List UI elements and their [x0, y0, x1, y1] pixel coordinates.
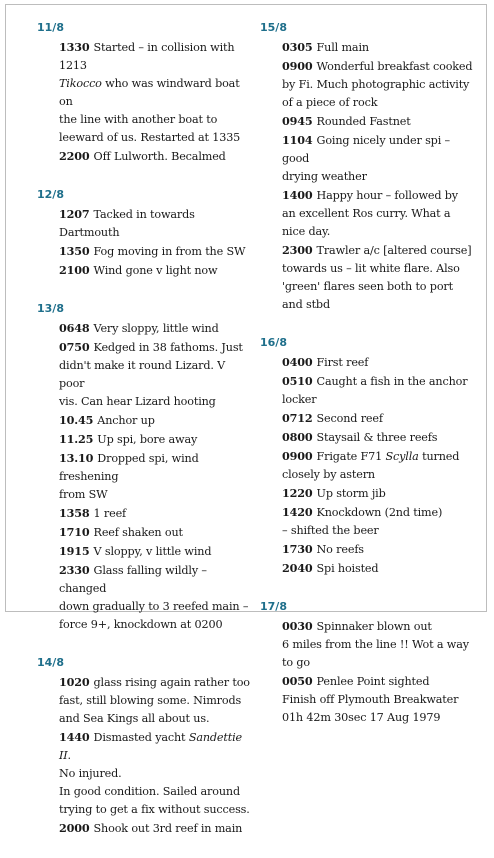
entry-line: Very sloppy, little wind — [93, 322, 219, 335]
right-column — [260, 19, 476, 747]
entry-line: closely by astern — [282, 468, 375, 481]
day-heading: 17/8 — [260, 600, 287, 613]
entry-time: 0305 — [282, 40, 313, 54]
log-entry — [260, 540, 476, 559]
entry-line: Reef shaken out — [93, 526, 183, 539]
entry-line: Fog moving in from the SW — [93, 245, 246, 258]
entry-time: 0900 — [282, 449, 313, 463]
entry-line: Caught a fish in the anchor — [316, 375, 468, 388]
entry-line: Knockdown (2nd time) — [316, 506, 443, 519]
entry-line: 01h 42m 30sec 17 Aug 1979 — [282, 711, 441, 724]
entry-time: 2040 — [282, 561, 313, 575]
log-entry — [37, 411, 252, 430]
entry-line: Spi hoisted — [316, 562, 379, 575]
entry-line: V sloppy, v little wind — [93, 545, 212, 558]
entry-time: 11.25 — [59, 432, 94, 446]
log-entry — [37, 504, 252, 523]
entry-line: Up spi, bore away — [97, 433, 198, 446]
entry-line: Second reef — [316, 412, 383, 425]
entry-line: vis. Can hear Lizard hooting — [59, 395, 216, 408]
entry-time: 1358 — [59, 506, 90, 520]
entry-line: Up storm jib — [316, 487, 386, 500]
log-entry — [260, 617, 476, 672]
entry-time: 1440 — [59, 730, 90, 744]
entry-line: Happy hour – followed by — [316, 189, 458, 202]
vessel-name: Sandettie II — [59, 731, 242, 762]
entry-line: Dismasted yacht Sandettie II. — [59, 731, 242, 762]
entry-time: 0400 — [282, 355, 313, 369]
day-heading: 16/8 — [260, 336, 287, 349]
entry-time: 0510 — [282, 374, 313, 388]
entry-time: 1730 — [282, 542, 313, 556]
entry-line: Tacked in towards Dartmouth — [59, 208, 195, 239]
entry-time: 10.45 — [59, 413, 94, 427]
entry-time: 0945 — [282, 114, 313, 128]
entry-line: and Sea Kings all about us. — [59, 712, 210, 725]
entry-time: 0900 — [282, 59, 313, 73]
entry-line: nice day. — [282, 225, 331, 238]
entry-line: Off Lulworth. Becalmed — [93, 150, 226, 163]
entry-time: 0648 — [59, 321, 90, 335]
log-entry — [260, 484, 476, 503]
day-heading: 12/8 — [37, 188, 64, 201]
day-section — [260, 598, 476, 727]
entry-line: Wind gone v light now — [93, 264, 218, 277]
entry-line: Spinnaker blown out — [316, 620, 432, 633]
entry-time: 1420 — [282, 505, 313, 519]
day-heading: 14/8 — [37, 656, 64, 669]
log-entry — [260, 38, 476, 57]
entry-line: Wonderful breakfast cooked — [316, 60, 473, 73]
entry-line: Rounded Fastnet — [316, 115, 411, 128]
day-heading: 15/8 — [260, 21, 287, 34]
entry-line: leeward of us. Restarted at 1335 — [59, 131, 241, 144]
entry-line: Glass falling wildly – changed — [59, 564, 207, 595]
entry-line: No injured. — [59, 767, 122, 780]
entry-time: 0712 — [282, 411, 313, 425]
entry-time: 1104 — [282, 133, 313, 147]
log-entry — [260, 353, 476, 372]
entry-line: to go — [282, 656, 310, 669]
entry-line: glass rising again rather too — [93, 676, 250, 689]
day-heading: 13/8 — [37, 302, 64, 315]
day-section — [37, 19, 252, 166]
entry-line: 6 miles from the line !! Wot a way — [282, 638, 469, 651]
vessel-name: Scylla — [385, 450, 419, 463]
log-entry — [37, 449, 252, 504]
log-page — [5, 4, 487, 835]
entry-line: drying weather — [282, 170, 367, 183]
entry-line: Trawler a/c [altered course] — [316, 244, 472, 257]
entry-line: Going nicely under spi – good — [282, 134, 450, 165]
log-entry — [260, 672, 476, 727]
entry-line: didn't make it round Lizard. V poor — [59, 359, 226, 390]
entry-line: 1 reef — [93, 507, 127, 520]
vessel-name: Tikocco — [59, 77, 102, 90]
log-entry — [260, 186, 476, 241]
entry-line: Kedged in 38 fathoms. Just — [93, 341, 243, 354]
entry-line: fast, still blowing some. Nimrods — [59, 694, 242, 707]
log-entry — [37, 147, 252, 166]
entry-time: 1400 — [282, 188, 313, 202]
log-entry — [37, 561, 252, 634]
entry-line: and stbd — [282, 298, 330, 311]
log-entry — [37, 205, 252, 242]
day-section — [260, 334, 476, 578]
entry-time: 1350 — [59, 244, 90, 258]
entry-line: Finish off Plymouth Breakwater — [282, 693, 459, 706]
entry-line: of a piece of rock — [282, 96, 378, 109]
entry-line: trying to get a fix without success. — [59, 803, 250, 816]
log-entry — [260, 409, 476, 428]
entry-line: Frigate F71 Scylla turned — [316, 450, 460, 463]
day-section — [260, 19, 476, 314]
entry-time: 1710 — [59, 525, 90, 539]
entry-line: force 9+, knockdown at 0200 — [59, 618, 223, 631]
entry-time: 13.10 — [59, 451, 94, 465]
entry-line: down gradually to 3 reefed main – — [59, 600, 249, 613]
entry-line: the line with another boat to — [59, 113, 218, 126]
entry-time: 0800 — [282, 430, 313, 444]
entry-line: Tikocco who was windward boat on — [59, 77, 240, 108]
log-entry — [37, 338, 252, 411]
log-entry — [260, 428, 476, 447]
log-entry — [37, 319, 252, 338]
entry-line: Full main — [316, 41, 369, 54]
entry-time: 2100 — [59, 263, 90, 277]
log-entry — [260, 57, 476, 112]
log-entry — [37, 523, 252, 542]
log-entry — [260, 447, 476, 484]
entry-time: 1020 — [59, 675, 90, 689]
entry-line: – shifted the beer — [282, 524, 379, 537]
log-entry — [37, 261, 252, 280]
entry-line: In good condition. Sailed around — [59, 785, 240, 798]
entry-line: First reef — [316, 356, 369, 369]
day-heading: 11/8 — [37, 21, 64, 34]
entry-line: towards us – lit white flare. Also — [282, 262, 460, 275]
entry-line: Staysail & three reefs — [316, 431, 438, 444]
day-section — [37, 654, 252, 838]
entry-time: 0030 — [282, 619, 313, 633]
log-entry — [260, 503, 476, 540]
log-entry — [37, 728, 252, 819]
entry-line: by Fi. Much photographic activity — [282, 78, 470, 91]
entry-line: Penlee Point sighted — [316, 675, 430, 688]
log-entry — [37, 430, 252, 449]
entry-line: 'green' flares seen both to port — [282, 280, 453, 293]
log-entry — [37, 673, 252, 728]
entry-time: 0750 — [59, 340, 90, 354]
entry-time: 1207 — [59, 207, 90, 221]
entry-time: 1915 — [59, 544, 90, 558]
entry-line: Shook out 3rd reef in main — [93, 822, 243, 835]
entry-time: 1220 — [282, 486, 313, 500]
entry-time: 2330 — [59, 563, 90, 577]
log-entry — [37, 542, 252, 561]
log-entry — [37, 242, 252, 261]
entry-time: 1330 — [59, 40, 90, 54]
entry-line: Started – in collision with 1213 — [59, 41, 235, 72]
entry-line: Anchor up — [97, 414, 155, 427]
entry-line: No reefs — [316, 543, 364, 556]
day-section — [37, 300, 252, 634]
entry-line: from SW — [59, 488, 108, 501]
log-entry — [37, 38, 252, 147]
entry-line: an excellent Ros curry. What a — [282, 207, 451, 220]
entry-time: 2300 — [282, 243, 313, 257]
log-entry — [260, 559, 476, 578]
entry-time: 0050 — [282, 674, 313, 688]
log-entry — [260, 241, 476, 314]
entry-time: 2000 — [59, 821, 90, 835]
log-entry — [260, 372, 476, 409]
entry-line: Dropped spi, wind freshening — [59, 452, 199, 483]
left-column — [37, 19, 252, 858]
day-section — [37, 186, 252, 280]
log-entry — [260, 131, 476, 186]
log-entry — [37, 819, 252, 838]
entry-line: locker — [282, 393, 317, 406]
entry-time: 2200 — [59, 149, 90, 163]
log-entry — [260, 112, 476, 131]
